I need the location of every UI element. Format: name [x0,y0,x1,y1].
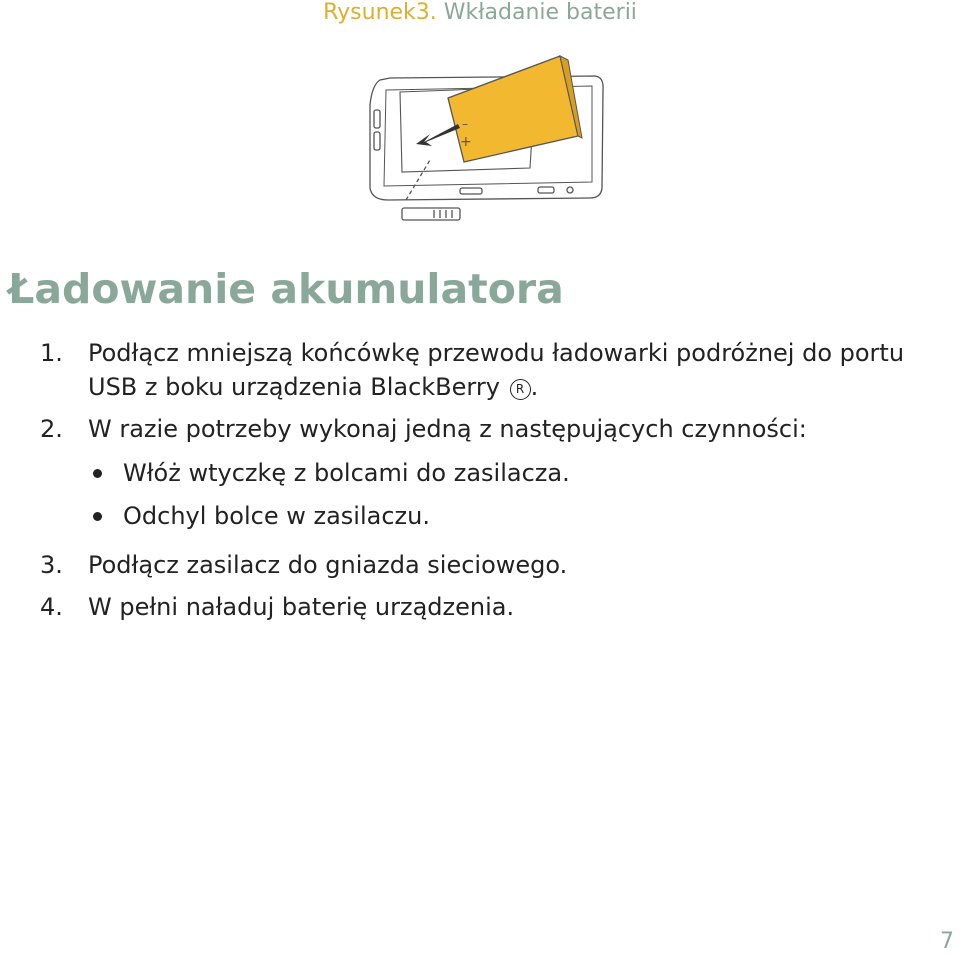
battery-plus-label: + [460,134,472,150]
figure-caption [0,0,960,26]
bullet-text: Odchyl bolce w zasilaczu. [123,502,430,530]
bullet-item [0,495,960,538]
step-suffix: . [530,373,539,401]
bullet-dot [93,469,102,478]
instruction-list [0,336,960,628]
step-number: 1. [40,339,63,367]
step-2 [0,412,960,446]
step-number: 4. [40,593,63,621]
audio-jack [567,187,573,193]
battery-insertion-illustration [360,50,610,225]
step-2-bullets [0,452,960,538]
step-text: W pełni naładuj baterię urządzenia. [88,593,515,621]
step-text: W razie potrzeby wykonaj jedną z następujących czynności: [88,415,807,443]
bottom-slot [460,188,482,194]
caption-label: Rysunek3. [323,0,437,25]
sim-tray [402,208,460,220]
insertion-guide-line [406,160,430,200]
usb-port [538,187,554,193]
step-4 [0,586,960,628]
step-number: 2. [40,415,63,443]
insert-arrow [416,124,460,146]
registered-mark: R [510,379,531,400]
section-heading: Ładowanie akumulatora [8,265,564,313]
step-number: 3. [40,551,63,579]
step-1 [0,336,960,404]
bullet-text: Włóż wtyczkę z bolcami do zasilacza. [123,459,570,487]
step-text: Podłącz zasilacz do gniazda sieciowego. [88,551,568,579]
bullet-item [0,452,960,495]
caption-text: Wkładanie baterii [443,0,637,25]
step-text: Podłącz mniejszą końcówkę przewodu ładowarki podróżnej do portu USB z boku urządzenia BlackBerry [88,339,905,401]
step-3 [0,544,960,586]
side-button-upper [374,110,380,128]
bullet-dot [93,512,102,521]
side-button-lower [374,132,380,150]
battery-minus-label: – [462,117,468,131]
page-number: 7 [940,929,954,954]
